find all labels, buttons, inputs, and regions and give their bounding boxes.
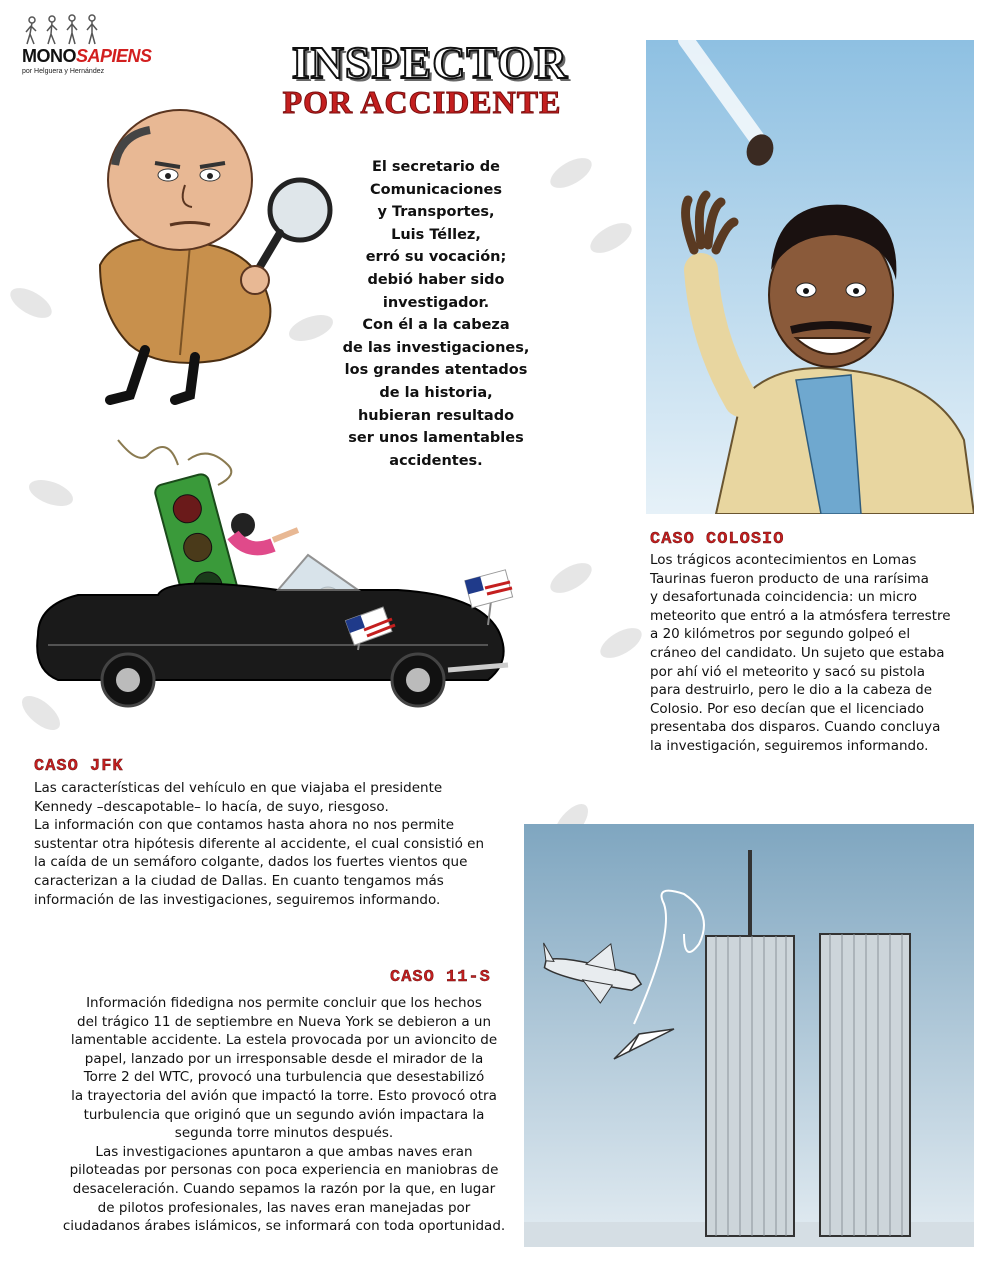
colosio-meteorite-illustration (646, 40, 974, 514)
text-line: turbulencia que originó que un segundo avión impactara la (83, 1106, 485, 1123)
logo-part1: MONO (22, 46, 76, 66)
footprint-decoration (6, 282, 57, 324)
text-line: Taurinas fueron producto de una rarísima (650, 570, 929, 587)
intro-line: Luis Téllez, (391, 226, 481, 243)
text-line: lamentable accidente. La estela provocada por un avioncito de (70, 1032, 498, 1049)
intro-line: accidentes. (389, 452, 483, 469)
intro-line: debió haber sido (367, 271, 505, 288)
footprint-decoration (586, 217, 637, 259)
case-colosio-heading: CASO COLOSIO (650, 530, 785, 549)
intro-line: y Transportes, (377, 204, 495, 221)
twin-towers-illustration (524, 824, 974, 1247)
text-line: la trayectoria del avión que impactó la torre. Esto provocó otra (71, 1087, 497, 1104)
text-line: Las características del vehículo en que viajaba el presidente (34, 780, 443, 796)
text-line: por ahí vió el meteorito y sacó su pistola (650, 663, 926, 680)
intro-line: de las investigaciones, (342, 339, 530, 356)
logo (22, 46, 152, 67)
intro-line: los grandes atentados (344, 362, 528, 379)
text-line: para destruirlo, pero le dio a la cabeza de (650, 682, 933, 699)
text-line: de pilotos profesionales, las naves eran manejadas por (97, 1199, 471, 1216)
case-jfk-heading: CASO JFK (34, 757, 124, 776)
text-line: Los trágicos acontecimientos en Lomas (650, 552, 917, 568)
text-line: Colosio. Por eso decían que el licenciado (650, 700, 925, 717)
text-line: Torre 2 del WTC, provocó una turbulencia que desestabilizó (83, 1069, 485, 1086)
page-subtitle: POR ACCIDENTE (282, 84, 562, 120)
text-line: desaceleración. Cuando sepamos la razón por la que, en lugar (72, 1180, 496, 1197)
footprint-decoration (546, 152, 597, 194)
intro-line: El secretario de (371, 159, 501, 175)
text-line: Información fidedigna nos permite concluir que los hechos (86, 995, 482, 1011)
case-11s-heading: CASO 11-S (390, 968, 491, 987)
text-line: La información con que contamos hasta ahora no nos permite (34, 817, 455, 834)
text-line: del trágico 11 de septiembre en Nueva York se debieron a un (77, 1013, 491, 1030)
text-line: a 20 kilómetros por segundo golpeó el (650, 626, 911, 643)
text-line: sustentar otra hipótesis diferente al accidente, el cual consistió en (34, 835, 485, 852)
footprint-decoration (546, 557, 597, 599)
text-line: piloteadas por personas con poca experiencia en maniobras de (69, 1162, 499, 1179)
case-11s-text (60, 994, 508, 1236)
text-line: Kennedy –descapotable– lo hacía, de suyo, riesgoso. (34, 798, 389, 815)
text-line: papel, lanzado por un irresponsable desde el mirador de la (84, 1050, 484, 1067)
case-jfk-text (34, 779, 504, 909)
text-line: información de las investigaciones, seguiremos informando. (34, 891, 441, 908)
text-line: la investigación, seguiremos informando. (650, 737, 929, 754)
intro-line: erró su vocación; (365, 249, 507, 266)
text-line: ciudadanos árabes islámicos, se informará con toda oportunidad. (62, 1218, 506, 1235)
footprint-decoration (596, 622, 647, 664)
logo-part2: SAPIENS (76, 46, 152, 66)
text-line: caracterizan a la ciudad de Dallas. En cuanto tengamos más (34, 872, 444, 889)
page-title: INSPECTOR (291, 37, 569, 88)
intro-line: hubieran resultado (357, 407, 515, 424)
text-line: meteorito que entró a la atmósfera terrestre (650, 607, 951, 624)
jfk-car-traffic-light-illustration (18, 425, 523, 745)
intro-line: investigador. (382, 294, 490, 311)
text-line: Las investigaciones apuntaron a que ambas naves eran (95, 1143, 473, 1160)
detective-caricature-illustration (60, 95, 350, 405)
text-line: presentaba dos disparos. Cuando concluya (650, 719, 941, 736)
intro-line: Comunicaciones (369, 181, 503, 198)
case-colosio-text (650, 551, 968, 756)
intro-line: ser unos lamentables (348, 430, 524, 447)
text-line: cráneo del candidato. Un sujeto que estaba (650, 644, 945, 661)
text-line: segunda torre minutos después. (174, 1125, 394, 1142)
text-line: la caída de un semáforo colgante, dados los fuertes vientos que (34, 854, 468, 871)
evolution-figures-logo-art (24, 14, 144, 46)
text-line: y desafortunada coincidencia: un micro (650, 589, 917, 606)
intro-line: Con él a la cabeza (362, 317, 510, 334)
intro-line: de la historia, (379, 384, 493, 401)
logo-byline: por Helguera y Hernández (22, 68, 105, 75)
